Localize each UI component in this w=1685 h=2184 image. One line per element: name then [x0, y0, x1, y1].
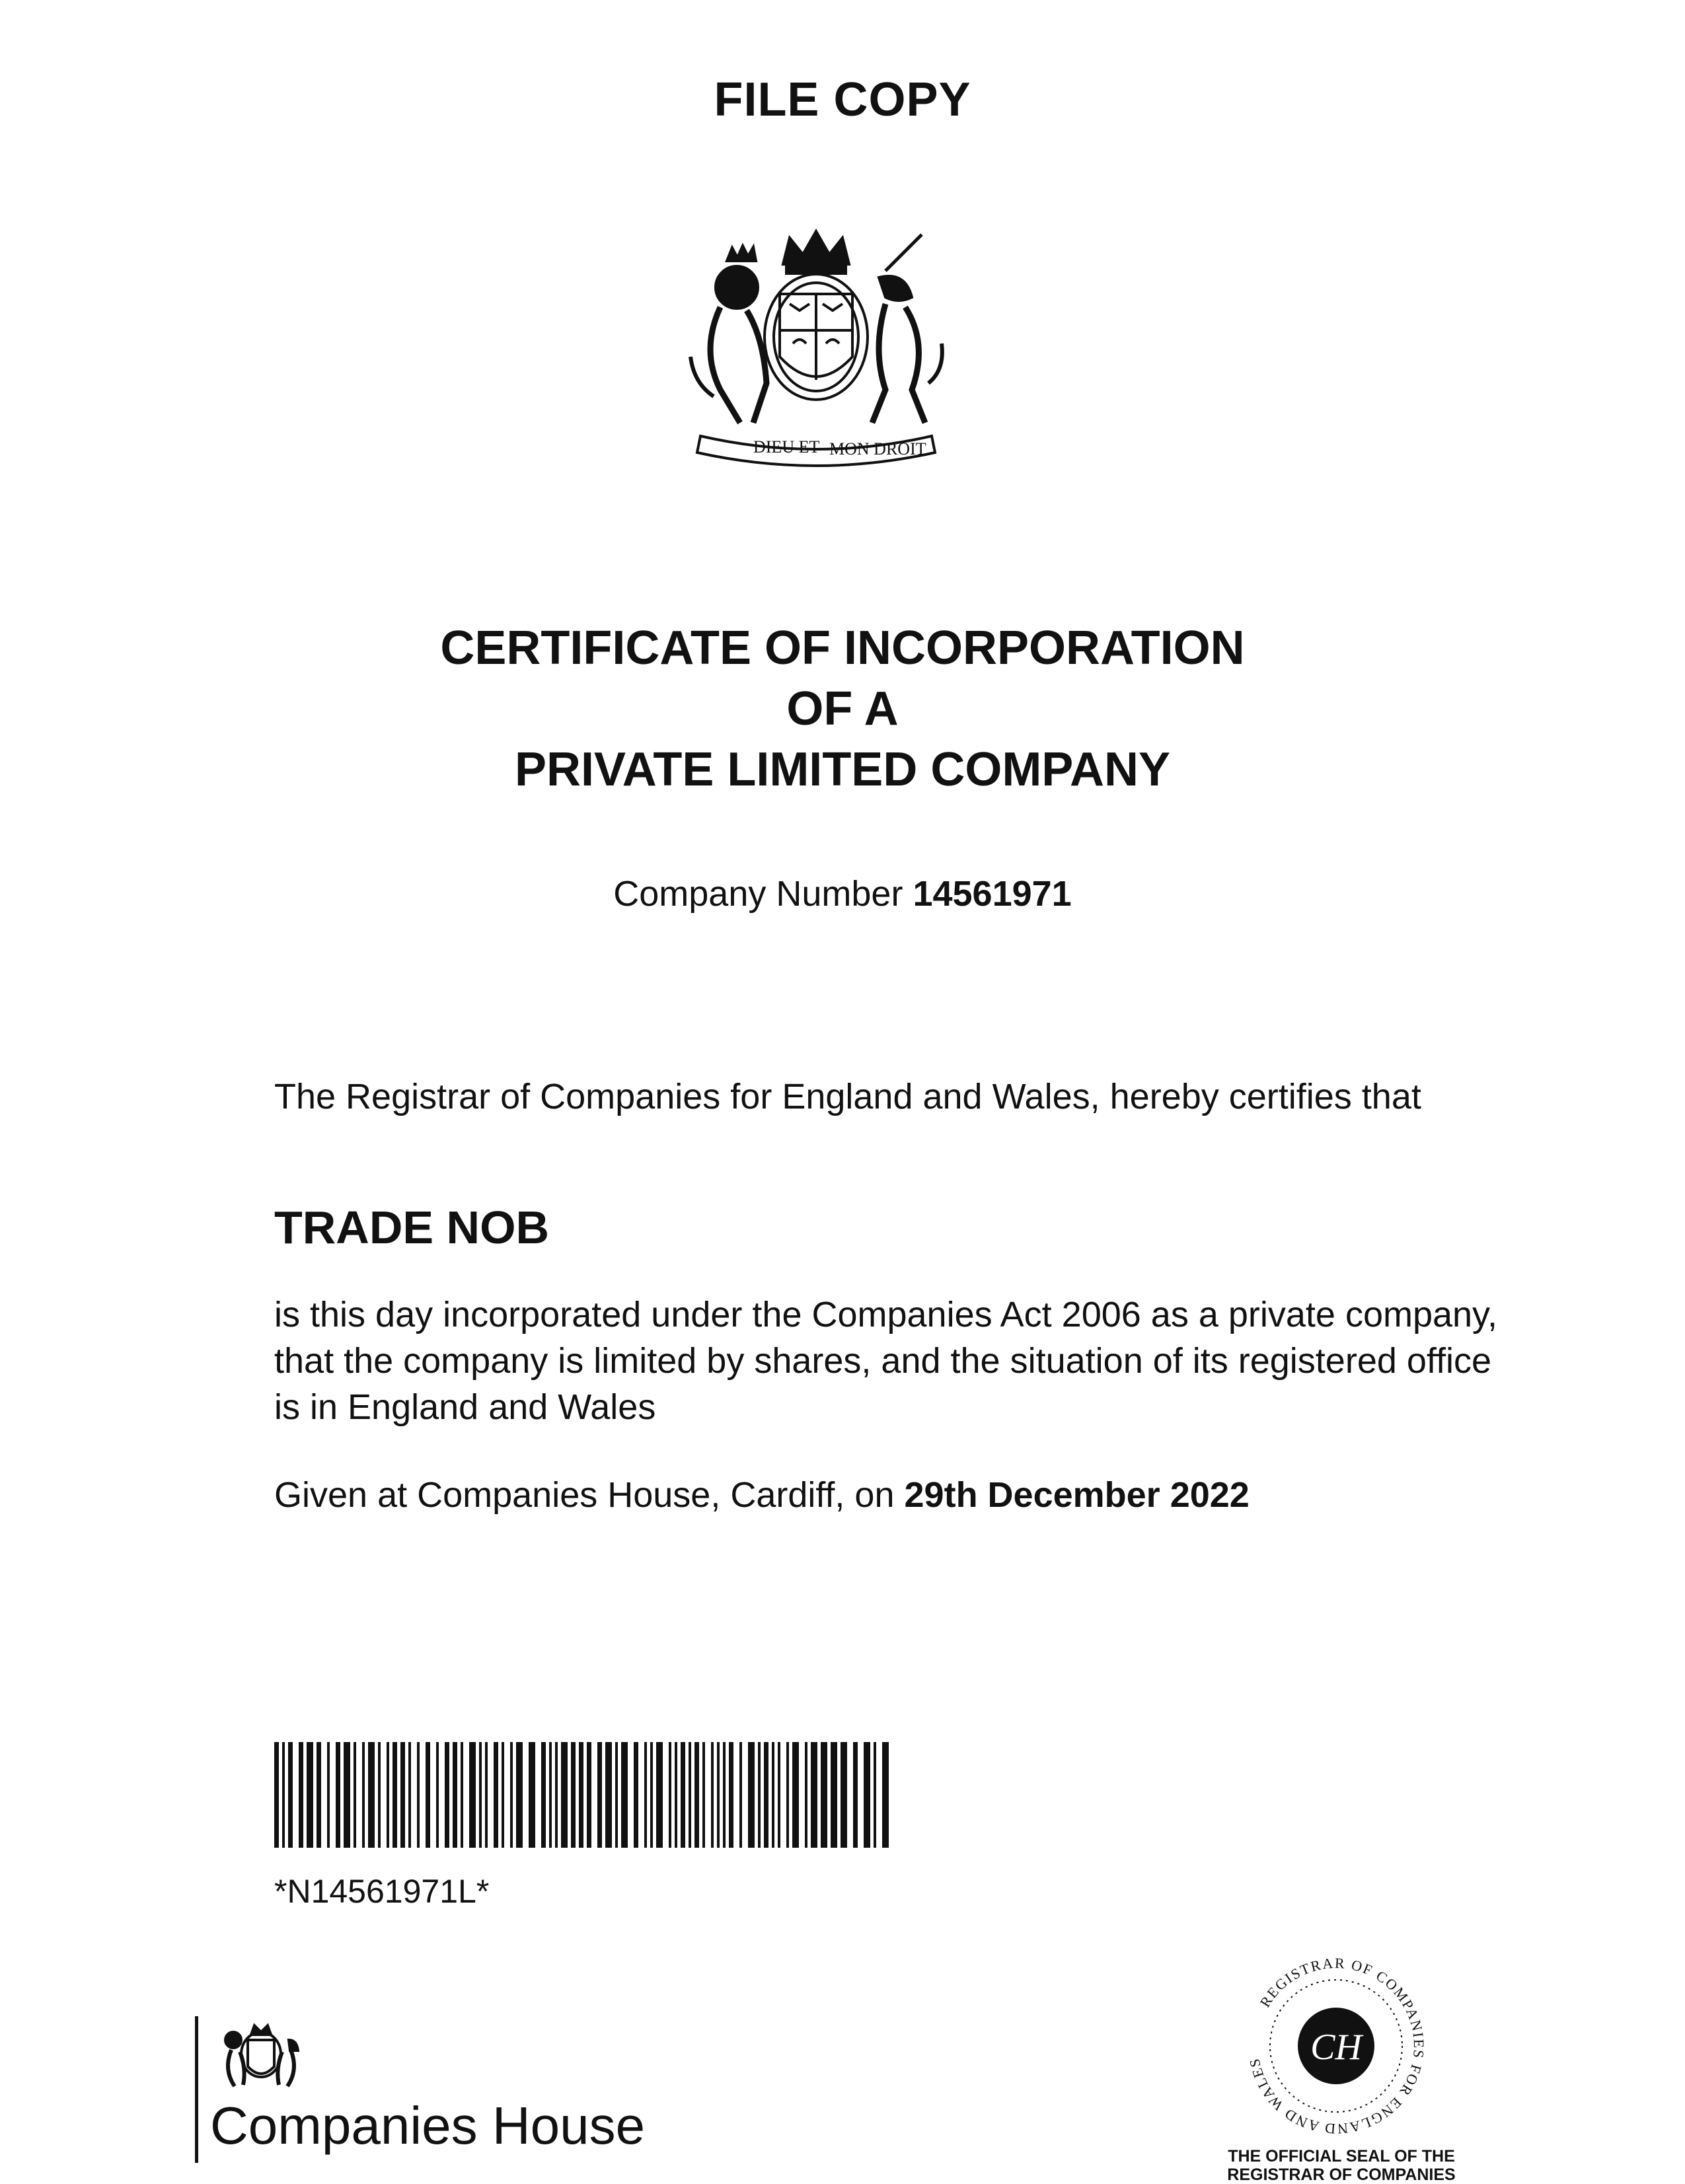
seal-ring-text: REGISTRAR OF COMPANIES FOR ENGLAND AND WALES: [1246, 1954, 1428, 2138]
barcode-bar: [689, 1742, 691, 1848]
seal-caption: [1186, 2147, 1497, 2184]
barcode-bar: [634, 1742, 638, 1848]
barcode-bar: [644, 1742, 647, 1848]
barcode-bar: [786, 1742, 789, 1848]
barcode: [274, 1742, 895, 1848]
barcode-bar: [739, 1742, 742, 1848]
barcode-bar: [792, 1742, 799, 1848]
barcode-bar: [864, 1742, 870, 1848]
barcode-bar: [317, 1742, 321, 1848]
barcode-bar: [729, 1742, 733, 1848]
barcode-bar: [529, 1742, 535, 1848]
barcode-bar: [841, 1742, 847, 1848]
barcode-bar: [400, 1742, 405, 1848]
barcode-bar: [702, 1742, 705, 1848]
incorporation-statement: is this day incorporated under the Companies Act 2006 as a private company, that the company is limited by shares, and the situation of its registered office is in England and Wales: [274, 1295, 1498, 1427]
barcode-bar: [587, 1742, 591, 1848]
barcode-bar: [417, 1742, 420, 1848]
barcode-bar: [502, 1742, 504, 1848]
barcode-bar: [288, 1742, 293, 1848]
barcode-bar: [675, 1742, 677, 1848]
barcode-bar: [597, 1742, 602, 1848]
barcode-bar: [772, 1742, 774, 1848]
certificate-title: [0, 618, 1685, 800]
registrar-seal-icon: [1242, 1952, 1431, 2140]
barcode-bar: [778, 1742, 780, 1848]
barcode-bar: [717, 1742, 720, 1848]
company-number: [0, 873, 1685, 914]
barcode-bar: [461, 1742, 463, 1848]
barcode-bar: [510, 1742, 513, 1848]
company-name: TRADE NOB: [274, 1202, 550, 1253]
seal-caption-line-1: THE OFFICIAL SEAL OF THE: [1228, 2147, 1455, 2166]
seal-monogram: CH: [1310, 2027, 1362, 2068]
seal-caption-line-2: REGISTRAR OF COMPANIES: [1227, 2166, 1456, 2184]
barcode-bar: [723, 1742, 726, 1848]
barcode-bar: [307, 1742, 313, 1848]
barcode-bar: [764, 1742, 768, 1848]
barcode-bar: [299, 1742, 303, 1848]
barcode-bar: [368, 1742, 375, 1848]
barcode-bar: [621, 1742, 628, 1848]
barcode-bar: [362, 1742, 365, 1848]
barcode-bar: [694, 1742, 699, 1848]
barcode-bar: [469, 1742, 476, 1848]
given-at-line: [274, 1472, 1503, 1518]
barcode-bar: [605, 1742, 612, 1848]
barcode-bar: [549, 1742, 552, 1848]
companies-house-logo-text: Companies House: [210, 2096, 646, 2155]
title-line-1: CERTIFICATE OF INCORPORATION: [440, 622, 1245, 674]
barcode-bar: [393, 1742, 397, 1848]
company-number-label: Company Number: [613, 874, 903, 914]
barcode-bar: [541, 1742, 546, 1848]
barcode-bar: [485, 1742, 488, 1848]
barcode-bar: [650, 1742, 653, 1848]
barcode-bar: [882, 1742, 889, 1848]
crest-motto-left: DIEU ET: [753, 437, 820, 456]
barcode-bar: [274, 1742, 279, 1848]
companies-house-logo-rule: [195, 2016, 198, 2163]
barcode-bar: [853, 1742, 858, 1848]
barcode-bar: [327, 1742, 330, 1848]
barcode-bar: [408, 1742, 411, 1848]
barcode-bar: [516, 1742, 523, 1848]
barcode-text: *N14561971L*: [274, 1873, 490, 1910]
registrar-certifies-text: The Registrar of Companies for England and Wales, hereby certifies that: [274, 1077, 1421, 1116]
file-copy-heading: FILE COPY: [714, 73, 971, 126]
barcode-bar: [874, 1742, 876, 1848]
barcode-bar: [711, 1742, 714, 1848]
given-prefix: Given at Companies House, Cardiff, on: [274, 1475, 895, 1515]
barcode-bar: [805, 1742, 807, 1848]
barcode-bar: [821, 1742, 827, 1848]
barcode-bar: [494, 1742, 498, 1848]
barcode-bar: [436, 1742, 439, 1848]
barcode-bar: [758, 1742, 761, 1848]
barcode-bar: [479, 1742, 482, 1848]
barcode-bar: [561, 1742, 568, 1848]
barcode-bar: [579, 1742, 583, 1848]
company-number-value: 14561971: [913, 874, 1072, 914]
barcode-bar: [453, 1742, 457, 1848]
barcode-bar: [344, 1742, 350, 1848]
title-line-3: PRIVATE LIMITED COMPANY: [514, 743, 1170, 796]
barcode-bar: [378, 1742, 381, 1848]
barcode-bar: [555, 1742, 558, 1848]
barcode-bar: [811, 1742, 817, 1848]
barcode-bar: [571, 1742, 576, 1848]
barcode-bar: [656, 1742, 663, 1848]
barcode-bar: [445, 1742, 449, 1848]
barcode-bar: [681, 1742, 685, 1848]
barcode-bar: [669, 1742, 671, 1848]
barcode-bar: [282, 1742, 285, 1848]
barcode-bar: [336, 1742, 340, 1848]
barcode-bar: [831, 1742, 837, 1848]
barcode-bar: [615, 1742, 618, 1848]
crest-motto-right: MON DROIT: [829, 439, 926, 458]
barcode-bar: [387, 1742, 389, 1848]
title-line-2: OF A: [786, 682, 899, 735]
barcode-bar: [426, 1742, 430, 1848]
barcode-bar: [354, 1742, 356, 1848]
incorporation-date: 29th December 2022: [904, 1475, 1250, 1515]
royal-coat-of-arms-icon: [674, 225, 958, 476]
barcode-bar: [748, 1742, 755, 1848]
companies-house-crest-icon: [215, 2020, 307, 2093]
